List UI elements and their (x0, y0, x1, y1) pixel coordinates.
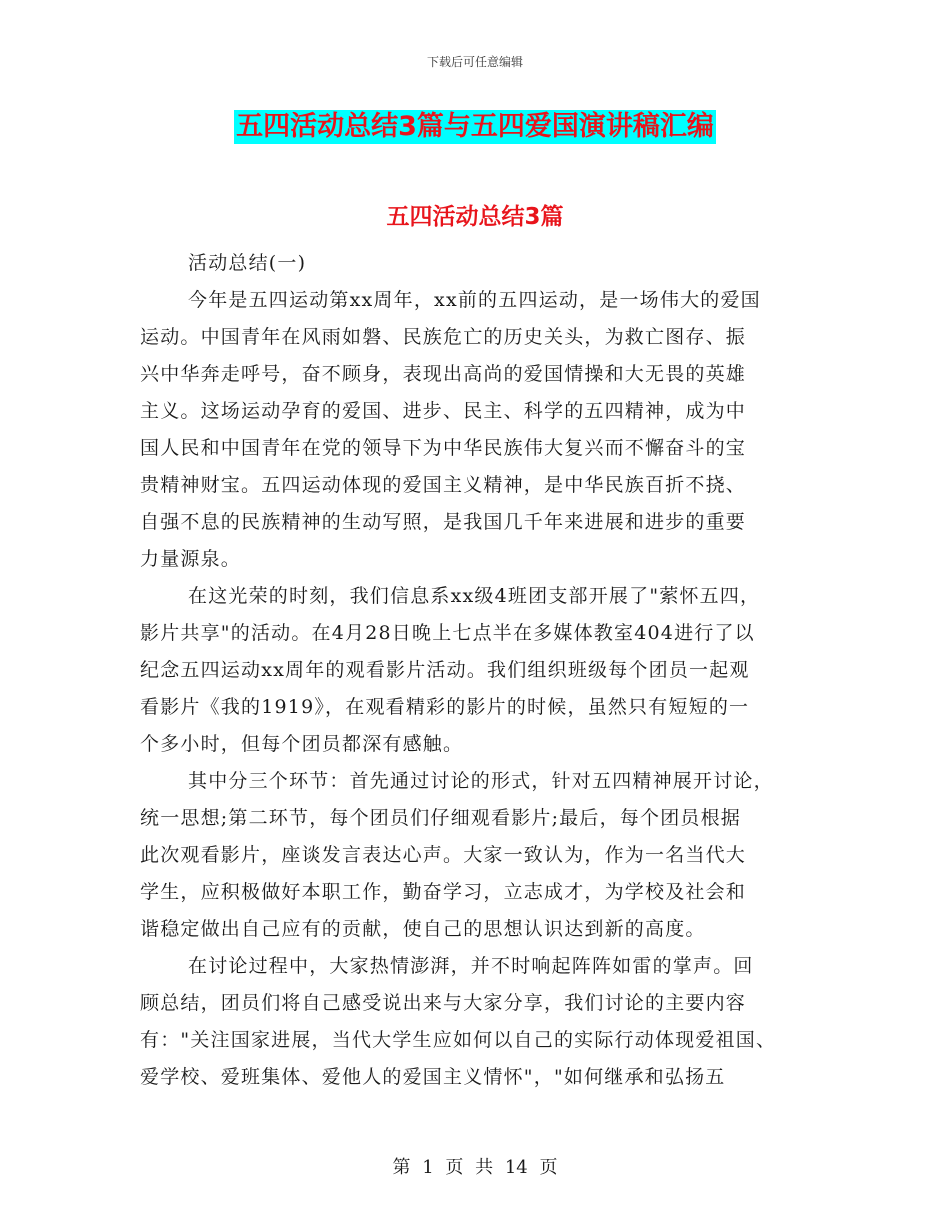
paragraph-line: 谐稳定做出自己应有的贡献，使自己的思想认识达到新的高度。 (140, 918, 706, 940)
paragraph-line: 贵精神财宝。五四运动体现的爱国主义精神，是中华民族百折不挠、 (140, 474, 747, 496)
paragraph-heading: 活动总结(一) (188, 252, 307, 274)
paragraph-line: 爱学校、爱班集体、爱他人的爱国主义情怀"，"如何继承和弘扬五 (140, 1066, 726, 1088)
paragraph-line: 力量源泉。 (140, 548, 242, 570)
paragraph-line: 影片共享"的活动。在4月28日晚上七点半在多媒体教室404进行了以 (140, 622, 755, 644)
paragraph-line: 学生，应积极做好本职工作，勤奋学习，立志成才，为学校及社会和 (140, 881, 747, 903)
paragraph-line: 在讨论过程中，大家热情澎湃，并不时响起阵阵如雷的掌声。回 (188, 955, 754, 977)
paragraph-line: 国人民和中国青年在党的领导下为中华民族伟大复兴而不懈奋斗的宝 (140, 437, 747, 459)
paragraph-line: 个多小时，但每个团员都深有感触。 (140, 733, 464, 755)
paragraph-line: 自强不息的民族精神的生动写照，是我国几千年来进展和进步的重要 (140, 511, 747, 533)
paragraph-line: 顾总结，团员们将自己感受说出来与大家分享，我们讨论的主要内容 (140, 992, 747, 1014)
paragraph-line: 今年是五四运动第xx周年，xx前的五四运动，是一场伟大的爱国 (188, 289, 761, 311)
paragraph-line: 此次观看影片，座谈发言表达心声。大家一致认为，作为一名当代大 (140, 844, 747, 866)
main-title-wrap (0, 110, 950, 144)
paragraph-line: 统一思想;第二环节，每个团员们仔细观看影片;最后，每个团员根据 (140, 807, 742, 829)
paragraph-line: 在这光荣的时刻，我们信息系xx级4班团支部开展了"萦怀五四， (188, 585, 761, 607)
paragraph-line: 兴中华奔走呼号，奋不顾身，表现出高尚的爱国情操和大无畏的英雄 (140, 363, 747, 385)
paragraph-line: 看影片《我的1919》，在观看精彩的影片的时候，虽然只有短短的一 (140, 696, 750, 718)
header-note: 下载后可任意编辑 (426, 55, 523, 69)
document-body (140, 245, 820, 1096)
section-title: 五四活动总结3篇 (386, 204, 564, 230)
paragraph-line: 其中分三个环节：首先通过讨论的形式，针对五四精神展开讨论， (188, 770, 774, 792)
paragraph-line: 纪念五四运动xx周年的观看影片活动。我们组织班级每个团员一起观 (140, 659, 750, 681)
paragraph-line: 运动。中国青年在风雨如磐、民族危亡的历史关头，为救亡图存、振 (140, 326, 747, 348)
page-footer: 第 1 页 共 14 页 (392, 1157, 558, 1178)
paragraph-line: 有："关注国家进展，当代大学生应如何以自己的实际行动体现爱祖国、 (140, 1029, 777, 1051)
main-title: 五四活动总结3篇与五四爱国演讲稿汇编 (236, 111, 714, 142)
paragraph-line: 主义。这场运动孕育的爱国、进步、民主、科学的五四精神，成为中 (140, 400, 747, 422)
